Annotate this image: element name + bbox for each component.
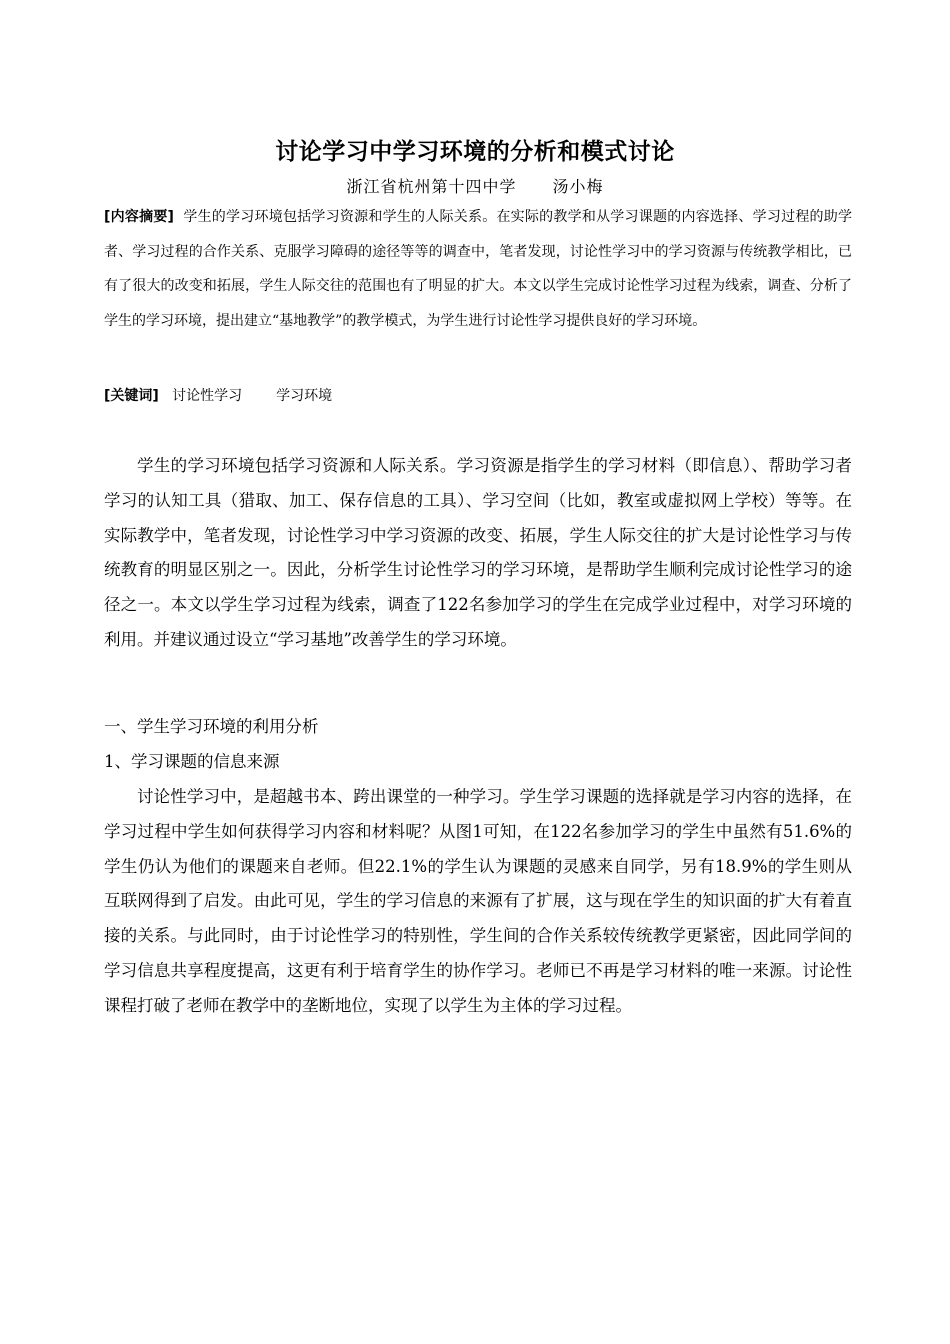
abstract [104,200,852,338]
keyword-item: 讨论性学习 [172,388,243,404]
document-title: 讨论学习中学习环境的分析和模式讨论 [275,139,675,165]
school-name: 浙江省杭州第十四中学 [346,177,517,196]
author-name: 汤小梅 [552,177,604,196]
subsection-paragraph: 讨论性学习中，是超越书本、跨出课堂的一种学习。学生学习课题的选择就是学习内容的选择，在学习过程中学生如何获得学习内容和材料呢？从图1可知，在122名参加学习的学生中虽然有51.6%的学生仍认为他们的课题来自老师。但22.1%的学生认为课题的灵感来自同学，另有18.9%的学生则从互联网得到了启发。由此可见，学生的学习信息的来源有了扩展，这与现在学生的知识面的扩大有着直接的关系。与此同时，由于讨论性学习的特别性，学生间的合作关系较传统教学更紧密，因此同学间的学习信息共享程度提高，这更有利于培育学生的协作学习。老师已不再是学习材料的唯一来源。讨论性课程打破了老师在教学中的垄断地位，实现了以学生为主体的学习过程。 [104,787,852,1015]
keywords-tag: [关键词] [104,388,159,404]
byline [0,175,950,199]
intro-paragraph: 学生的学习环境包括学习资源和人际关系。学习资源是指学生的学习材料（即信息）、帮助学习者学习的认知工具（猎取、加工、保存信息的工具）、学习空间（比如，教室或虚拟网上学校）等等。在实际教学中，笔者发现，讨论性学习中学习资源的改变、拓展，学生人际交往的扩大是讨论性学习与传统教育的明显区别之一。因此，分析学生讨论性学习的学习环境，是帮助学生顺利完成讨论性学习的途径之一。本文以学生学习过程为线索，调查了122名参加学习的学生在完成学业过程中，对学习环境的利用。并建议通过设立“学习基地”改善学生的学习环境。 [104,456,852,649]
section-heading: 一、学生学习环境的利用分析 [104,717,319,736]
subsection-heading: 1、学习课题的信息来源 [104,752,280,771]
keyword-item: 学习环境 [276,388,333,404]
abstract-tag: [内容摘要] [104,209,174,225]
abstract-text: 学生的学习环境包括学习资源和学生的人际关系。在实际的教学和从学习课题的内容选择、学习过程的助学者、学习过程的合作关系、克服学习障碍的途径等等的调查中，笔者发现，讨论性学习中的学习资源与传统教学相比，已有了很大的改变和拓展，学生人际交往的范围也有了明显的扩大。本文以学生完成讨论性学习过程为线索，调查、分析了学生的学习环境，提出建立“基地教学”的教学模式，为学生进行讨论性学习提供良好的学习环境。 [104,209,853,329]
keywords [104,383,852,409]
